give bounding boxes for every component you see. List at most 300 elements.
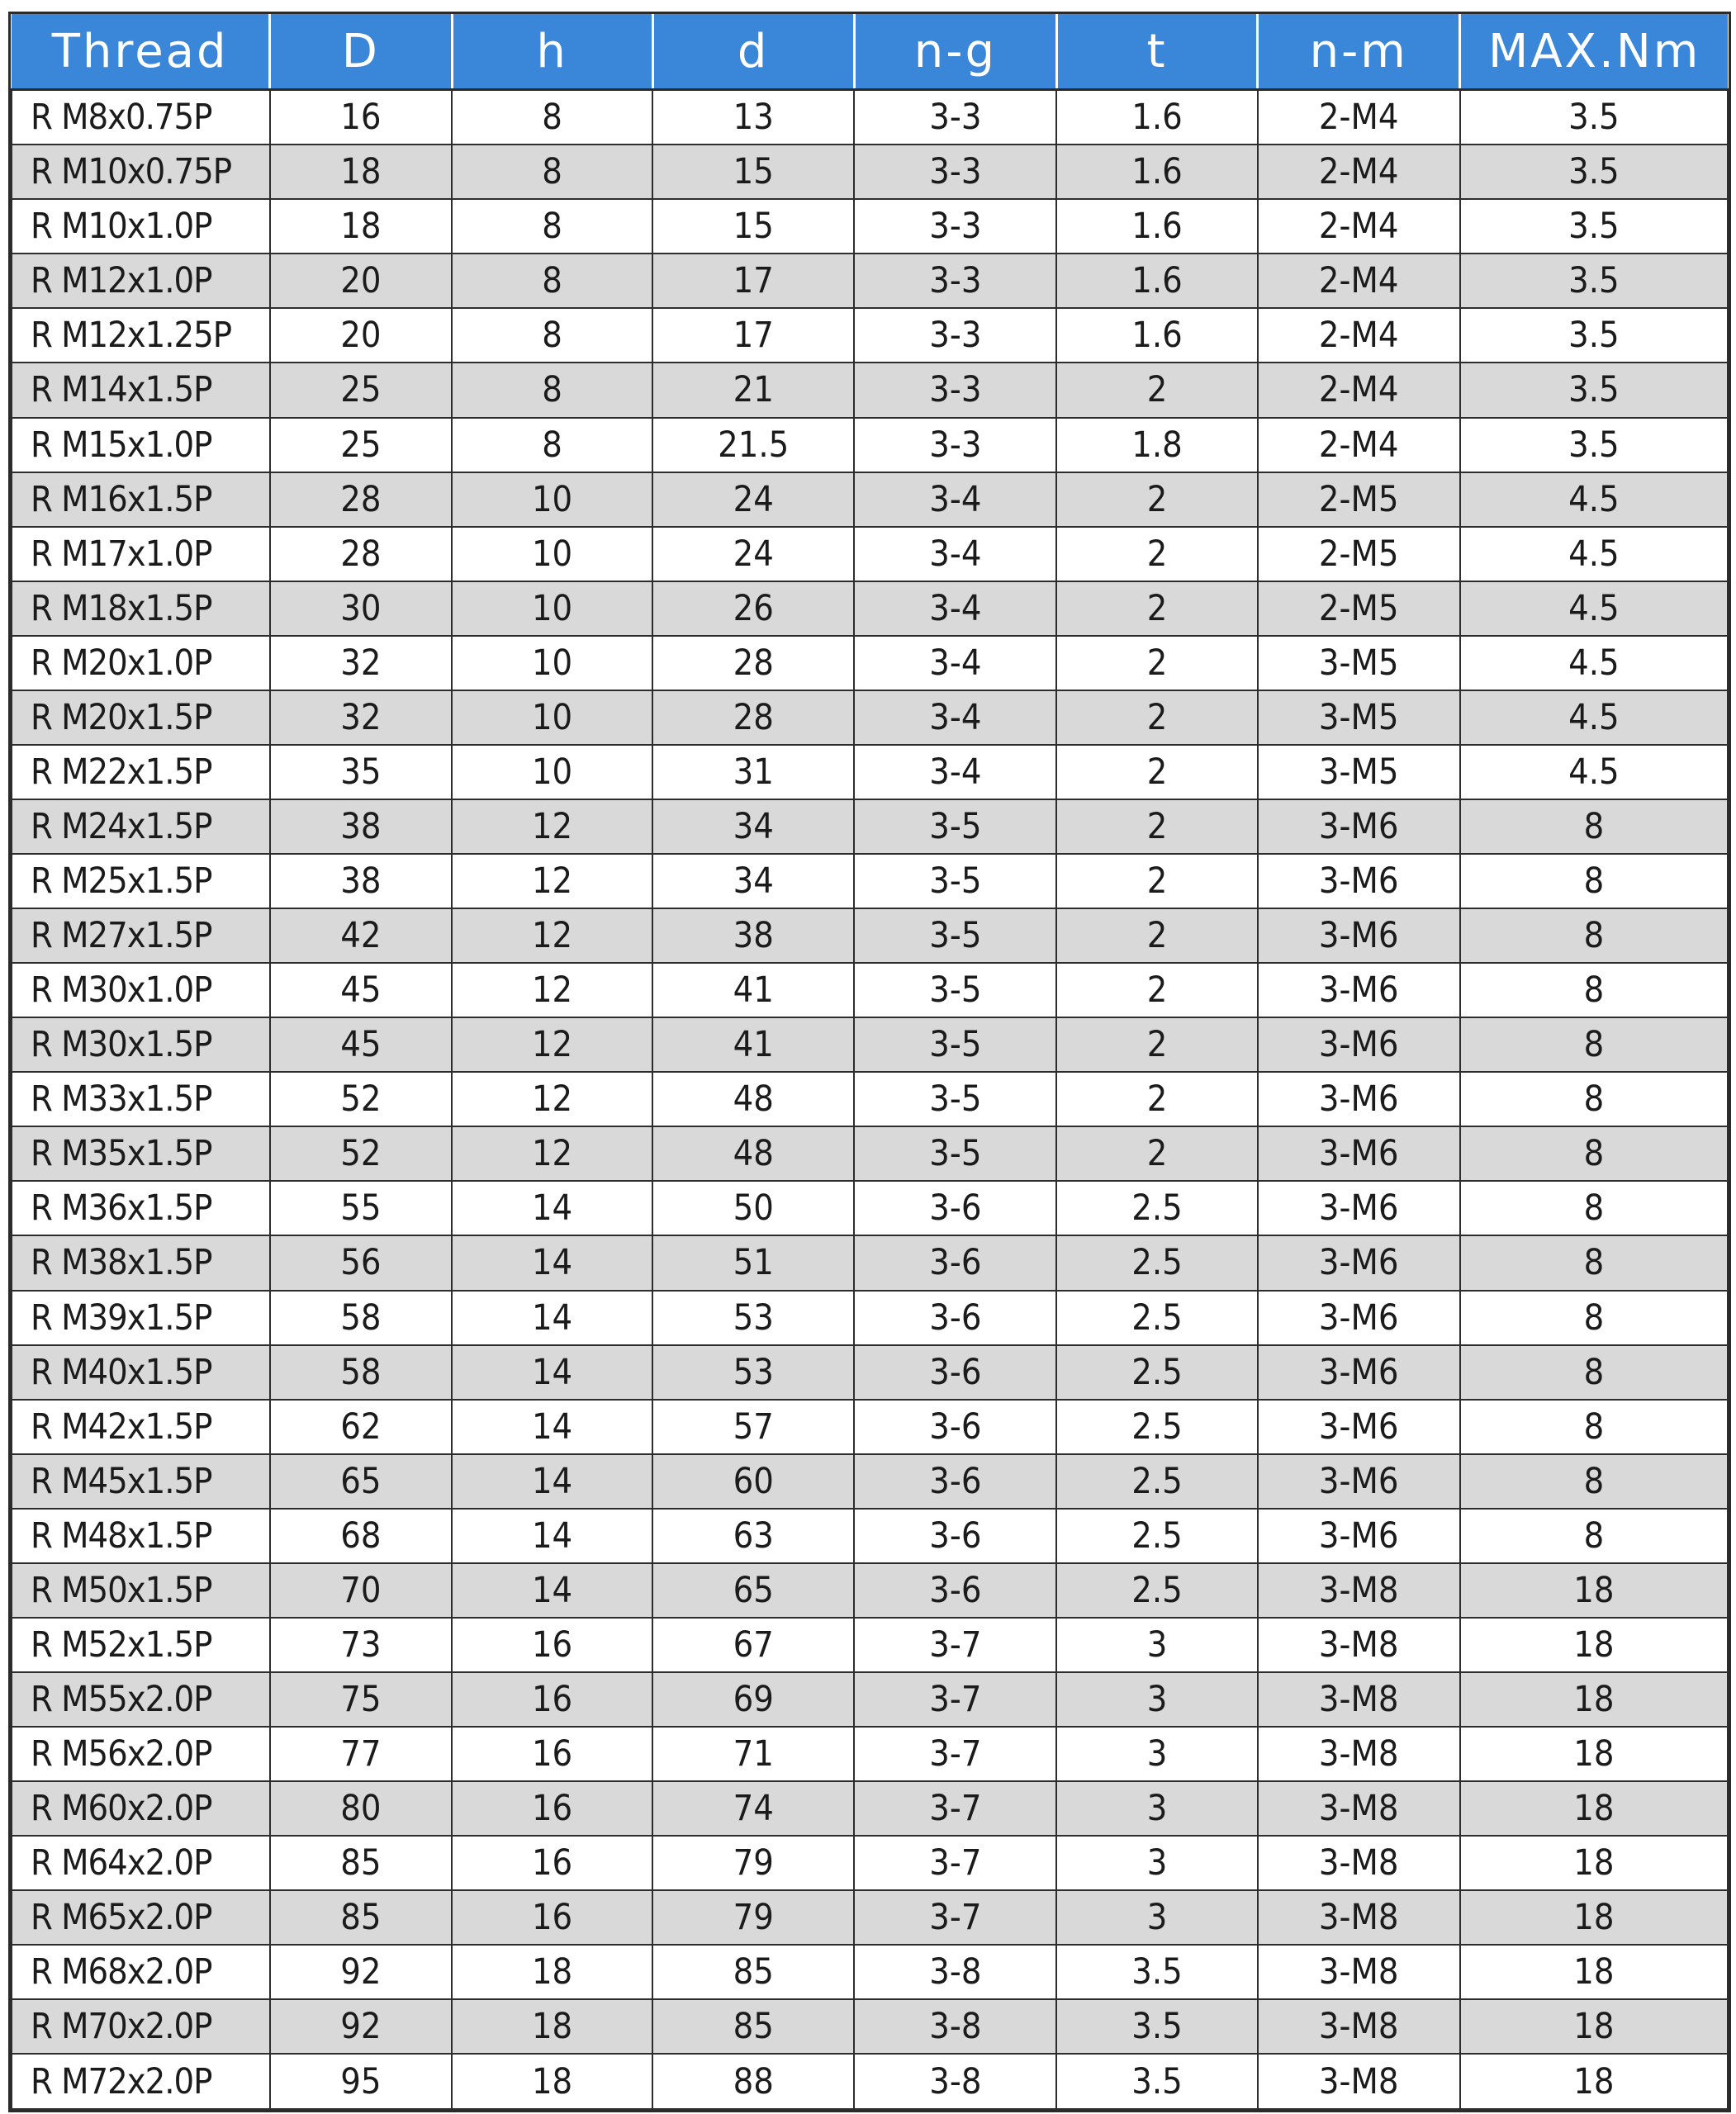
cell-inner-diameter: 85 — [652, 1999, 854, 2054]
cell-max-nm: 4.5 — [1460, 745, 1728, 799]
cell-height: 12 — [452, 1072, 652, 1126]
cell-thread: R M12x1.0P — [12, 254, 270, 308]
cell-thread: R M39x1.5P — [12, 1291, 270, 1345]
cell-max-nm: 4.5 — [1460, 581, 1728, 636]
cell-n-g: 3-3 — [854, 254, 1056, 308]
table-row — [12, 1181, 1728, 1235]
cell-n-m: 3-M6 — [1258, 1291, 1460, 1345]
cell-n-m: 3-M6 — [1258, 1072, 1460, 1126]
cell-inner-diameter: 85 — [652, 1945, 854, 1999]
cell-max-nm: 18 — [1460, 1999, 1728, 2054]
cell-height: 8 — [452, 254, 652, 308]
cell-n-m: 2-M5 — [1258, 581, 1460, 636]
cell-height: 12 — [452, 854, 652, 908]
cell-height: 8 — [452, 308, 652, 363]
cell-n-m: 3-M6 — [1258, 1400, 1460, 1454]
column-header-d-inner: d — [652, 14, 854, 90]
cell-height: 10 — [452, 690, 652, 745]
table-row — [12, 1235, 1728, 1290]
cell-inner-diameter: 41 — [652, 1017, 854, 1072]
cell-max-nm: 8 — [1460, 963, 1728, 1017]
cell-inner-diameter: 28 — [652, 636, 854, 690]
cell-n-g: 3-6 — [854, 1345, 1056, 1400]
cell-n-m: 3-M8 — [1258, 1618, 1460, 1672]
cell-n-m: 3-M8 — [1258, 1999, 1460, 2054]
cell-t: 3 — [1056, 1672, 1257, 1727]
cell-thread: R M17x1.0P — [12, 527, 270, 581]
cell-inner-diameter: 24 — [652, 527, 854, 581]
cell-inner-diameter: 21.5 — [652, 418, 854, 472]
cell-max-nm: 8 — [1460, 854, 1728, 908]
table-row — [12, 1345, 1728, 1400]
cell-thread: R M33x1.5P — [12, 1072, 270, 1126]
cell-thread: R M15x1.0P — [12, 418, 270, 472]
cell-height: 8 — [452, 199, 652, 254]
cell-n-m: 3-M8 — [1258, 1890, 1460, 1945]
cell-t: 1.6 — [1056, 199, 1257, 254]
cell-thread: R M8x0.75P — [12, 90, 270, 145]
table-row — [12, 854, 1728, 908]
cell-t: 2 — [1056, 527, 1257, 581]
cell-height: 10 — [452, 472, 652, 527]
table-row — [12, 527, 1728, 581]
cell-n-g: 3-7 — [854, 1781, 1056, 1836]
cell-t: 3 — [1056, 1836, 1257, 1890]
table-row — [12, 363, 1728, 417]
cell-n-g: 3-4 — [854, 472, 1056, 527]
cell-t: 2 — [1056, 1126, 1257, 1181]
cell-thread: R M16x1.5P — [12, 472, 270, 527]
table-row — [12, 799, 1728, 854]
table-row — [12, 1291, 1728, 1345]
column-header-n-g: n-g — [854, 14, 1056, 90]
cell-thread: R M55x2.0P — [12, 1672, 270, 1727]
cell-inner-diameter: 67 — [652, 1618, 854, 1672]
cell-t: 2.5 — [1056, 1235, 1257, 1290]
cell-n-m: 3-M6 — [1258, 1181, 1460, 1235]
cell-thread: R M48x1.5P — [12, 1509, 270, 1563]
cell-t: 3 — [1056, 1781, 1257, 1836]
cell-thread: R M65x2.0P — [12, 1890, 270, 1945]
cell-n-g: 3-6 — [854, 1454, 1056, 1509]
cell-t: 1.8 — [1056, 418, 1257, 472]
cell-n-m: 2-M5 — [1258, 472, 1460, 527]
cell-thread: R M68x2.0P — [12, 1945, 270, 1999]
cell-thread: R M12x1.25P — [12, 308, 270, 363]
cell-outer-diameter: 42 — [270, 908, 452, 963]
cell-outer-diameter: 20 — [270, 254, 452, 308]
table-row — [12, 1890, 1728, 1945]
table-row — [12, 745, 1728, 799]
cell-inner-diameter: 17 — [652, 308, 854, 363]
cell-inner-diameter: 60 — [652, 1454, 854, 1509]
cell-outer-diameter: 45 — [270, 1017, 452, 1072]
cell-outer-diameter: 68 — [270, 1509, 452, 1563]
cell-height: 14 — [452, 1345, 652, 1400]
cell-t: 2 — [1056, 799, 1257, 854]
cell-max-nm: 4.5 — [1460, 636, 1728, 690]
cell-max-nm: 18 — [1460, 1727, 1728, 1781]
cell-n-g: 3-6 — [854, 1563, 1056, 1618]
cell-t: 3 — [1056, 1618, 1257, 1672]
cell-thread: R M30x1.5P — [12, 1017, 270, 1072]
table-row — [12, 199, 1728, 254]
cell-outer-diameter: 52 — [270, 1072, 452, 1126]
cell-max-nm: 3.5 — [1460, 418, 1728, 472]
cell-n-g: 3-5 — [854, 1072, 1056, 1126]
cell-max-nm: 18 — [1460, 2054, 1728, 2109]
cell-t: 3.5 — [1056, 1999, 1257, 2054]
cell-t: 2.5 — [1056, 1563, 1257, 1618]
cell-n-g: 3-7 — [854, 1672, 1056, 1727]
cell-t: 2.5 — [1056, 1181, 1257, 1235]
cell-max-nm: 4.5 — [1460, 527, 1728, 581]
cell-t: 1.6 — [1056, 308, 1257, 363]
cell-thread: R M22x1.5P — [12, 745, 270, 799]
table-row — [12, 1727, 1728, 1781]
cell-inner-diameter: 88 — [652, 2054, 854, 2109]
cell-outer-diameter: 73 — [270, 1618, 452, 1672]
table-row — [12, 1618, 1728, 1672]
cell-t: 2 — [1056, 963, 1257, 1017]
cell-inner-diameter: 48 — [652, 1126, 854, 1181]
cell-t: 2 — [1056, 690, 1257, 745]
table-row — [12, 1945, 1728, 1999]
cell-outer-diameter: 38 — [270, 854, 452, 908]
cell-height: 8 — [452, 90, 652, 145]
table-row — [12, 254, 1728, 308]
cell-inner-diameter: 28 — [652, 690, 854, 745]
cell-n-g: 3-7 — [854, 1618, 1056, 1672]
cell-outer-diameter: 16 — [270, 90, 452, 145]
cell-n-g: 3-3 — [854, 363, 1056, 417]
cell-height: 12 — [452, 799, 652, 854]
cell-thread: R M10x0.75P — [12, 145, 270, 199]
cell-max-nm: 3.5 — [1460, 363, 1728, 417]
cell-thread: R M64x2.0P — [12, 1836, 270, 1890]
cell-thread: R M60x2.0P — [12, 1781, 270, 1836]
cell-height: 8 — [452, 145, 652, 199]
cell-height: 14 — [452, 1563, 652, 1618]
cell-n-m: 2-M4 — [1258, 145, 1460, 199]
cell-thread: R M35x1.5P — [12, 1126, 270, 1181]
cell-t: 2 — [1056, 1017, 1257, 1072]
cell-max-nm: 8 — [1460, 1017, 1728, 1072]
cell-inner-diameter: 15 — [652, 145, 854, 199]
cell-n-g: 3-5 — [854, 1017, 1056, 1072]
cell-outer-diameter: 25 — [270, 418, 452, 472]
cell-inner-diameter: 69 — [652, 1672, 854, 1727]
cell-inner-diameter: 53 — [652, 1345, 854, 1400]
cell-n-m: 3-M8 — [1258, 2054, 1460, 2109]
header-row — [12, 14, 1728, 90]
cell-height: 12 — [452, 1017, 652, 1072]
cell-max-nm: 8 — [1460, 1126, 1728, 1181]
cell-thread: R M30x1.0P — [12, 963, 270, 1017]
cell-max-nm: 3.5 — [1460, 90, 1728, 145]
cell-n-m: 3-M6 — [1258, 1345, 1460, 1400]
cell-thread: R M72x2.0P — [12, 2054, 270, 2109]
cell-t: 2.5 — [1056, 1400, 1257, 1454]
table-body — [12, 90, 1728, 2110]
cell-n-g: 3-4 — [854, 690, 1056, 745]
cell-t: 3 — [1056, 1890, 1257, 1945]
table-row — [12, 472, 1728, 527]
cell-n-m: 3-M8 — [1258, 1836, 1460, 1890]
cell-n-g: 3-3 — [854, 145, 1056, 199]
cell-n-m: 3-M6 — [1258, 1235, 1460, 1290]
cell-inner-diameter: 50 — [652, 1181, 854, 1235]
table-row — [12, 581, 1728, 636]
cell-thread: R M20x1.5P — [12, 690, 270, 745]
cell-height: 12 — [452, 1126, 652, 1181]
cell-height: 16 — [452, 1618, 652, 1672]
cell-inner-diameter: 15 — [652, 199, 854, 254]
cell-inner-diameter: 53 — [652, 1291, 854, 1345]
cell-outer-diameter: 92 — [270, 1945, 452, 1999]
cell-outer-diameter: 75 — [270, 1672, 452, 1727]
cell-outer-diameter: 58 — [270, 1291, 452, 1345]
cell-n-g: 3-8 — [854, 2054, 1056, 2109]
cell-max-nm: 8 — [1460, 1291, 1728, 1345]
cell-t: 2.5 — [1056, 1454, 1257, 1509]
column-header-h: h — [452, 14, 652, 90]
table-row — [12, 690, 1728, 745]
table-row — [12, 1072, 1728, 1126]
cell-n-g: 3-5 — [854, 1126, 1056, 1181]
cell-inner-diameter: 57 — [652, 1400, 854, 1454]
table-row — [12, 963, 1728, 1017]
cell-height: 10 — [452, 581, 652, 636]
cell-n-m: 3-M8 — [1258, 1727, 1460, 1781]
cell-n-m: 3-M5 — [1258, 690, 1460, 745]
cell-thread: R M25x1.5P — [12, 854, 270, 908]
cell-inner-diameter: 71 — [652, 1727, 854, 1781]
cell-t: 2 — [1056, 854, 1257, 908]
cell-max-nm: 3.5 — [1460, 199, 1728, 254]
cell-thread: R M52x1.5P — [12, 1618, 270, 1672]
cell-n-g: 3-6 — [854, 1235, 1056, 1290]
cell-thread: R M27x1.5P — [12, 908, 270, 963]
cell-thread: R M42x1.5P — [12, 1400, 270, 1454]
thread-spec-table — [11, 14, 1729, 2110]
table-row — [12, 90, 1728, 145]
cell-n-g: 3-6 — [854, 1291, 1056, 1345]
cell-height: 18 — [452, 1999, 652, 2054]
cell-inner-diameter: 17 — [652, 254, 854, 308]
cell-thread: R M70x2.0P — [12, 1999, 270, 2054]
cell-outer-diameter: 92 — [270, 1999, 452, 2054]
cell-n-g: 3-6 — [854, 1509, 1056, 1563]
cell-max-nm: 4.5 — [1460, 690, 1728, 745]
cell-n-m: 3-M6 — [1258, 963, 1460, 1017]
cell-max-nm: 8 — [1460, 1072, 1728, 1126]
cell-n-m: 3-M6 — [1258, 908, 1460, 963]
cell-n-m: 3-M6 — [1258, 1017, 1460, 1072]
table-row — [12, 418, 1728, 472]
column-header-t: t — [1056, 14, 1257, 90]
cell-n-g: 3-8 — [854, 1999, 1056, 2054]
cell-height: 18 — [452, 2054, 652, 2109]
cell-thread: R M50x1.5P — [12, 1563, 270, 1618]
cell-inner-diameter: 74 — [652, 1781, 854, 1836]
cell-inner-diameter: 31 — [652, 745, 854, 799]
cell-outer-diameter: 32 — [270, 690, 452, 745]
cell-n-g: 3-4 — [854, 581, 1056, 636]
table-row — [12, 1836, 1728, 1890]
cell-n-g: 3-7 — [854, 1890, 1056, 1945]
cell-height: 10 — [452, 745, 652, 799]
column-header-n-m: n-m — [1258, 14, 1460, 90]
cell-inner-diameter: 26 — [652, 581, 854, 636]
cell-max-nm: 8 — [1460, 1454, 1728, 1509]
cell-n-m: 3-M8 — [1258, 1945, 1460, 1999]
cell-thread: R M14x1.5P — [12, 363, 270, 417]
cell-n-m: 3-M5 — [1258, 636, 1460, 690]
cell-thread: R M45x1.5P — [12, 1454, 270, 1509]
cell-thread: R M36x1.5P — [12, 1181, 270, 1235]
cell-outer-diameter: 30 — [270, 581, 452, 636]
cell-outer-diameter: 20 — [270, 308, 452, 363]
cell-thread: R M56x2.0P — [12, 1727, 270, 1781]
cell-height: 16 — [452, 1781, 652, 1836]
cell-height: 16 — [452, 1836, 652, 1890]
cell-height: 16 — [452, 1890, 652, 1945]
cell-height: 14 — [452, 1181, 652, 1235]
cell-inner-diameter: 48 — [652, 1072, 854, 1126]
cell-height: 8 — [452, 418, 652, 472]
cell-outer-diameter: 77 — [270, 1727, 452, 1781]
cell-max-nm: 18 — [1460, 1890, 1728, 1945]
cell-n-g: 3-4 — [854, 745, 1056, 799]
cell-max-nm: 18 — [1460, 1781, 1728, 1836]
cell-n-m: 3-M8 — [1258, 1563, 1460, 1618]
cell-t: 3.5 — [1056, 1945, 1257, 1999]
cell-outer-diameter: 65 — [270, 1454, 452, 1509]
table-row — [12, 1672, 1728, 1727]
cell-inner-diameter: 79 — [652, 1836, 854, 1890]
cell-max-nm: 8 — [1460, 1509, 1728, 1563]
cell-n-g: 3-5 — [854, 854, 1056, 908]
table-row — [12, 1400, 1728, 1454]
cell-outer-diameter: 25 — [270, 363, 452, 417]
cell-n-m: 3-M6 — [1258, 1126, 1460, 1181]
cell-n-g: 3-5 — [854, 963, 1056, 1017]
cell-max-nm: 18 — [1460, 1618, 1728, 1672]
cell-height: 14 — [452, 1235, 652, 1290]
cell-n-m: 3-M8 — [1258, 1781, 1460, 1836]
cell-t: 2.5 — [1056, 1345, 1257, 1400]
cell-n-g: 3-4 — [854, 636, 1056, 690]
cell-n-g: 3-3 — [854, 308, 1056, 363]
cell-t: 2 — [1056, 908, 1257, 963]
cell-outer-diameter: 28 — [270, 527, 452, 581]
table-row — [12, 2054, 1728, 2109]
cell-outer-diameter: 62 — [270, 1400, 452, 1454]
cell-outer-diameter: 32 — [270, 636, 452, 690]
cell-n-g: 3-5 — [854, 908, 1056, 963]
cell-t: 2 — [1056, 581, 1257, 636]
cell-t: 2.5 — [1056, 1509, 1257, 1563]
cell-inner-diameter: 51 — [652, 1235, 854, 1290]
cell-max-nm: 8 — [1460, 1400, 1728, 1454]
table-row — [12, 1017, 1728, 1072]
cell-height: 18 — [452, 1945, 652, 1999]
cell-height: 8 — [452, 363, 652, 417]
cell-n-m: 2-M4 — [1258, 308, 1460, 363]
cell-n-g: 3-3 — [854, 418, 1056, 472]
table-row — [12, 308, 1728, 363]
cell-outer-diameter: 38 — [270, 799, 452, 854]
cell-n-m: 3-M8 — [1258, 1672, 1460, 1727]
cell-thread: R M24x1.5P — [12, 799, 270, 854]
cell-outer-diameter: 45 — [270, 963, 452, 1017]
cell-t: 2 — [1056, 745, 1257, 799]
table-row — [12, 636, 1728, 690]
cell-outer-diameter: 80 — [270, 1781, 452, 1836]
table-row — [12, 908, 1728, 963]
cell-t: 3.5 — [1056, 2054, 1257, 2109]
column-header-d-outer: D — [270, 14, 452, 90]
cell-inner-diameter: 13 — [652, 90, 854, 145]
cell-outer-diameter: 56 — [270, 1235, 452, 1290]
cell-inner-diameter: 38 — [652, 908, 854, 963]
cell-t: 1.6 — [1056, 90, 1257, 145]
cell-inner-diameter: 63 — [652, 1509, 854, 1563]
cell-max-nm: 4.5 — [1460, 472, 1728, 527]
cell-n-m: 2-M4 — [1258, 363, 1460, 417]
cell-outer-diameter: 35 — [270, 745, 452, 799]
cell-height: 16 — [452, 1672, 652, 1727]
cell-outer-diameter: 58 — [270, 1345, 452, 1400]
cell-outer-diameter: 85 — [270, 1836, 452, 1890]
cell-t: 2 — [1056, 363, 1257, 417]
cell-n-m: 2-M4 — [1258, 199, 1460, 254]
spec-table-container — [8, 12, 1731, 2112]
cell-height: 14 — [452, 1509, 652, 1563]
cell-thread: R M38x1.5P — [12, 1235, 270, 1290]
cell-height: 16 — [452, 1727, 652, 1781]
cell-t: 3 — [1056, 1727, 1257, 1781]
cell-max-nm: 18 — [1460, 1836, 1728, 1890]
cell-n-g: 3-5 — [854, 799, 1056, 854]
cell-t: 2.5 — [1056, 1291, 1257, 1345]
cell-max-nm: 8 — [1460, 799, 1728, 854]
cell-thread: R M18x1.5P — [12, 581, 270, 636]
cell-max-nm: 18 — [1460, 1672, 1728, 1727]
cell-height: 10 — [452, 527, 652, 581]
cell-n-g: 3-4 — [854, 527, 1056, 581]
cell-height: 12 — [452, 908, 652, 963]
column-header-max-nm: MAX.Nm — [1460, 14, 1728, 90]
table-row — [12, 1999, 1728, 2054]
table-row — [12, 1781, 1728, 1836]
cell-t: 1.6 — [1056, 254, 1257, 308]
cell-outer-diameter: 95 — [270, 2054, 452, 2109]
table-row — [12, 145, 1728, 199]
cell-inner-diameter: 34 — [652, 799, 854, 854]
cell-max-nm: 8 — [1460, 1345, 1728, 1400]
cell-outer-diameter: 70 — [270, 1563, 452, 1618]
cell-inner-diameter: 24 — [652, 472, 854, 527]
cell-outer-diameter: 18 — [270, 145, 452, 199]
cell-max-nm: 8 — [1460, 1235, 1728, 1290]
cell-height: 14 — [452, 1400, 652, 1454]
cell-t: 2 — [1056, 472, 1257, 527]
cell-n-m: 3-M6 — [1258, 799, 1460, 854]
cell-n-g: 3-7 — [854, 1836, 1056, 1890]
cell-inner-diameter: 65 — [652, 1563, 854, 1618]
